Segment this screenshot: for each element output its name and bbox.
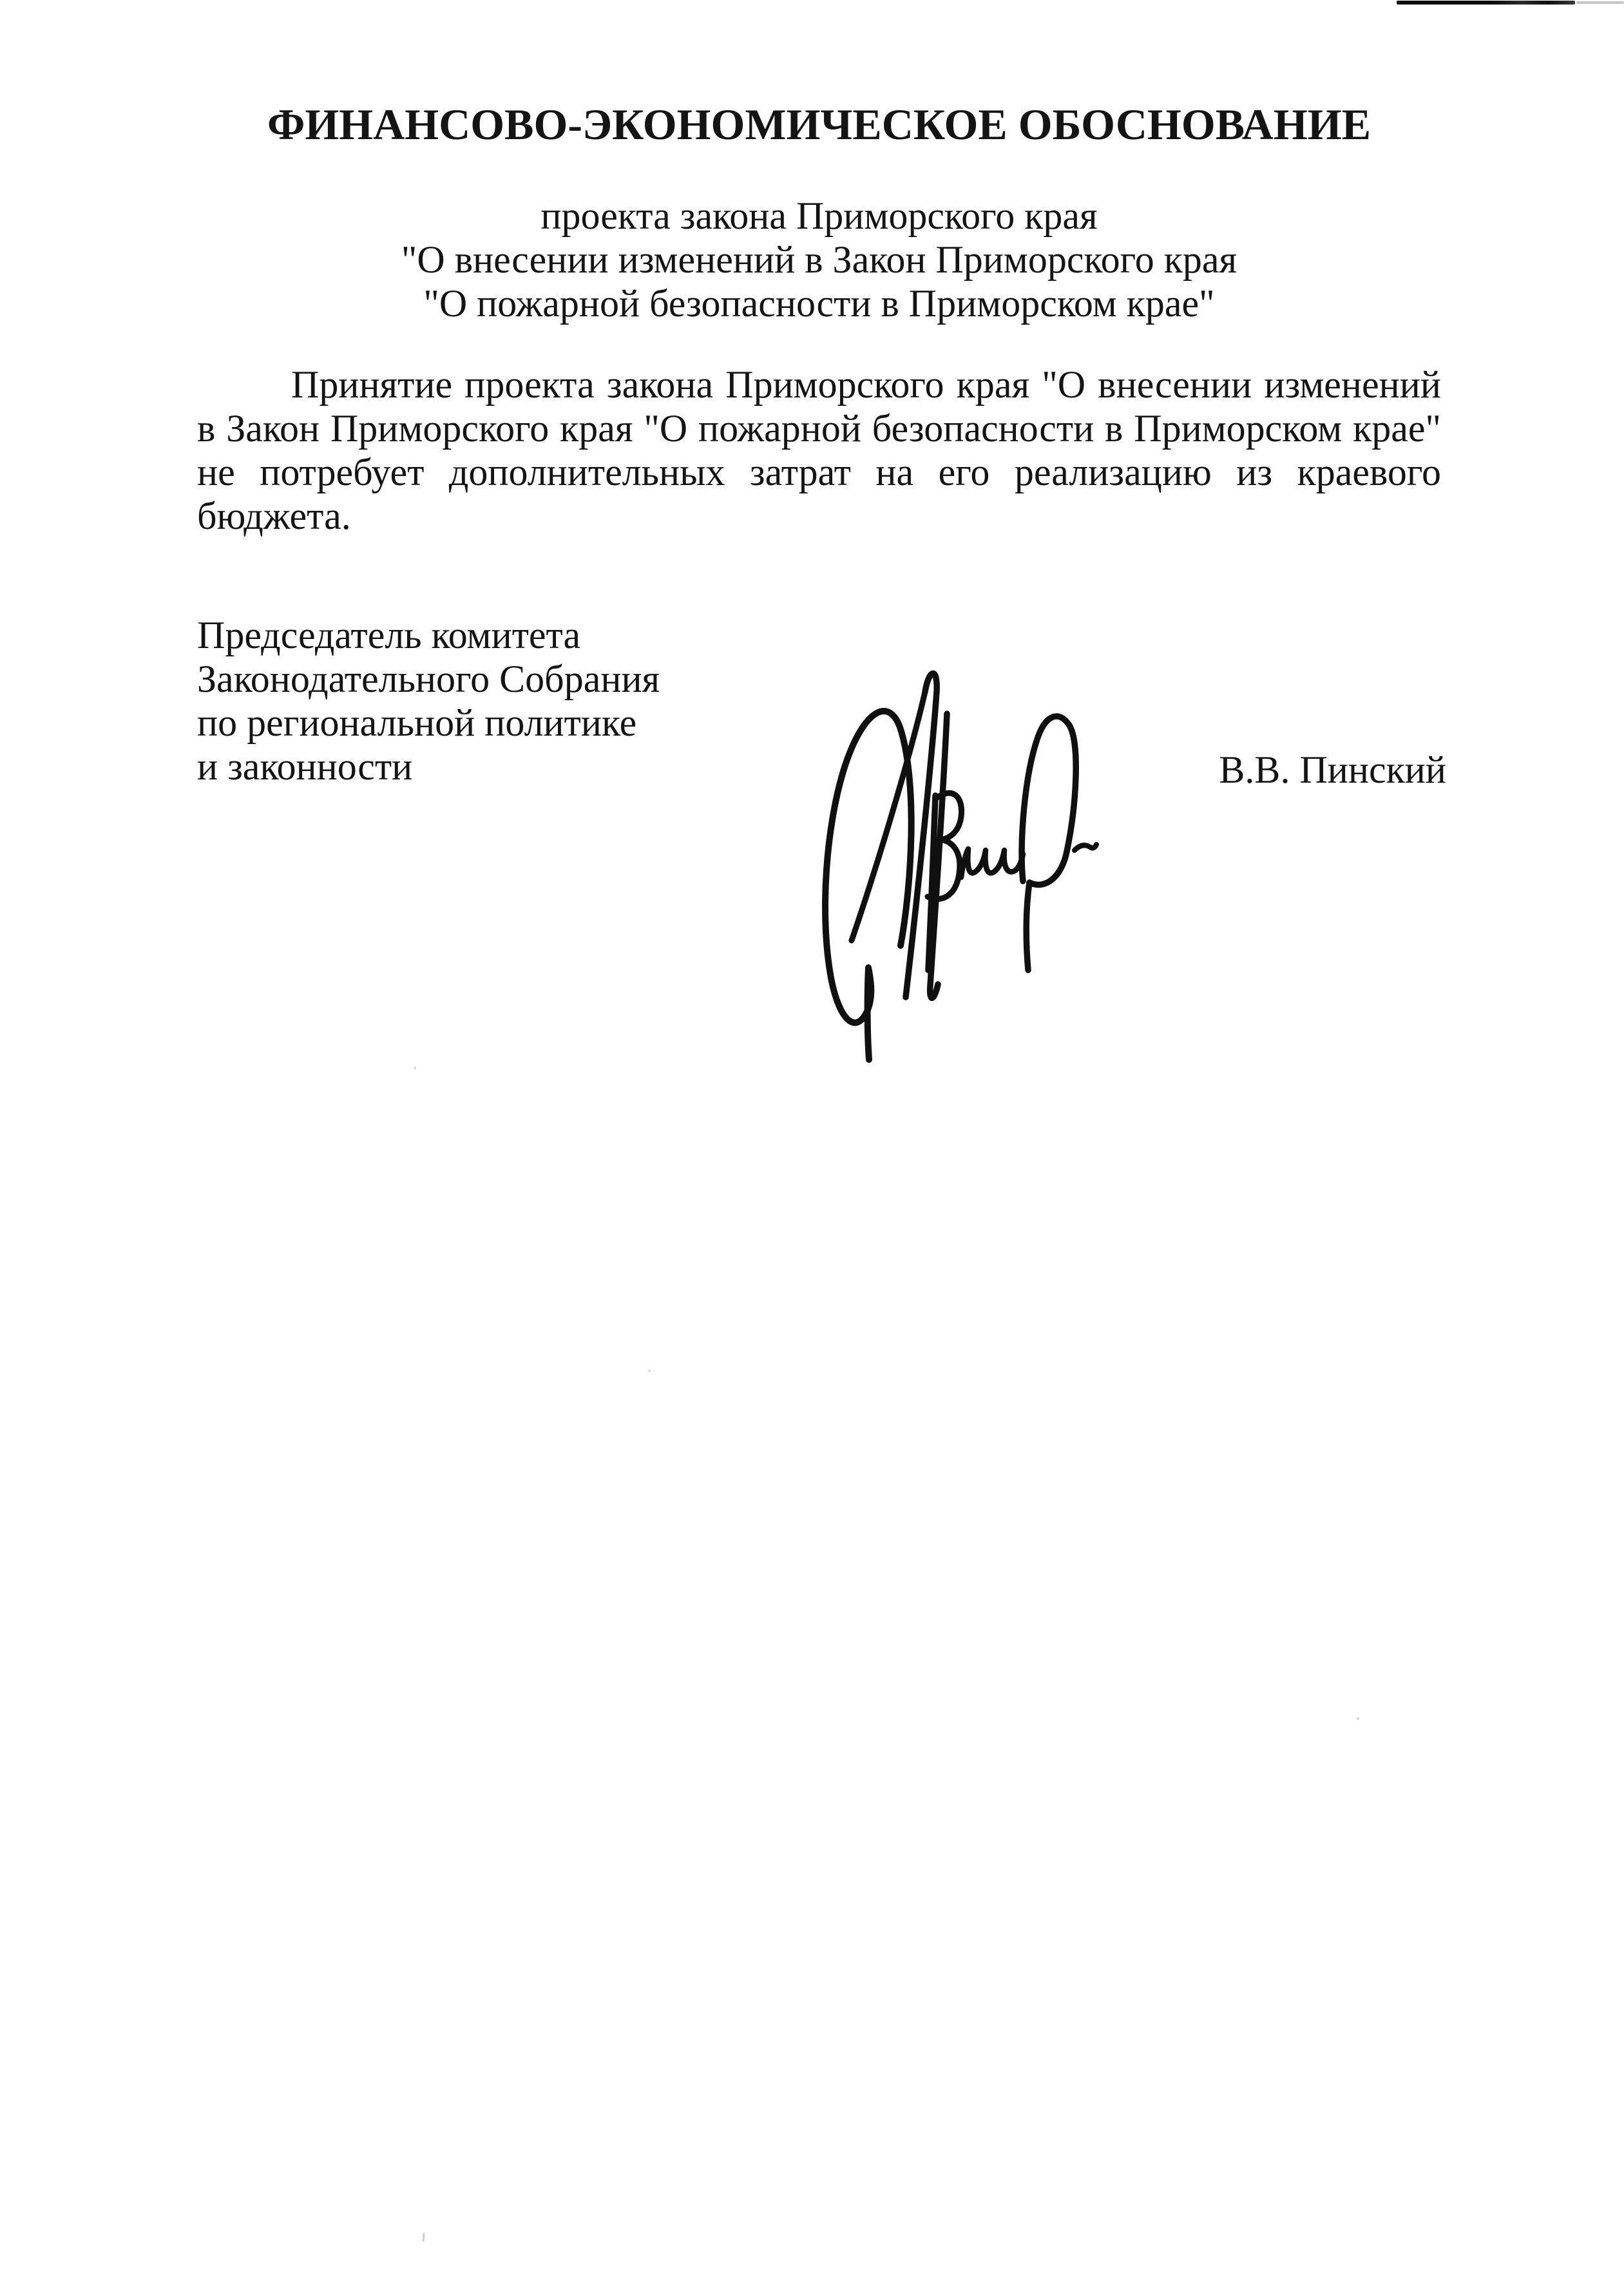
signatory-position-line: по региональной политике — [197, 701, 637, 744]
body-paragraph: Принятие проекта закона Приморского края "О внесении изменений в Закон Приморского края "О пожарной безопасности в Приморском крае" не потребует дополнительных затрат на его реализацию из краевого бюджета. — [197, 363, 1441, 537]
scan-artifact-streak — [1397, 1, 1575, 5]
subtitle-line: "О внесении изменений в Закон Приморского края — [401, 238, 1237, 281]
signatory-position-line: и законности — [197, 745, 413, 788]
scan-artifact-streak-tail — [1576, 1, 1624, 4]
document-title: ФИНАНСОВО-ЭКОНОМИЧЕСКОЕ ОБОСНОВАНИЕ — [267, 100, 1371, 149]
scan-noise-dot — [648, 1369, 651, 1372]
signer-name: В.В. Пинский — [1219, 749, 1446, 791]
document-subtitle — [197, 194, 1441, 325]
scan-noise-dot — [1357, 1717, 1359, 1720]
signatory-position-line: Председатель комитета — [197, 614, 581, 656]
handwritten-signature-image — [792, 638, 1127, 1089]
scan-noise-dot — [423, 2233, 425, 2242]
subtitle-line: "О пожарной безопасности в Приморском крае" — [423, 282, 1215, 325]
scan-noise-dot — [414, 1067, 416, 1069]
signatory-position-line: Законодательного Собрания — [197, 658, 660, 700]
subtitle-line: проекта закона Приморского края — [540, 195, 1098, 237]
signatory-position-block — [197, 613, 660, 788]
